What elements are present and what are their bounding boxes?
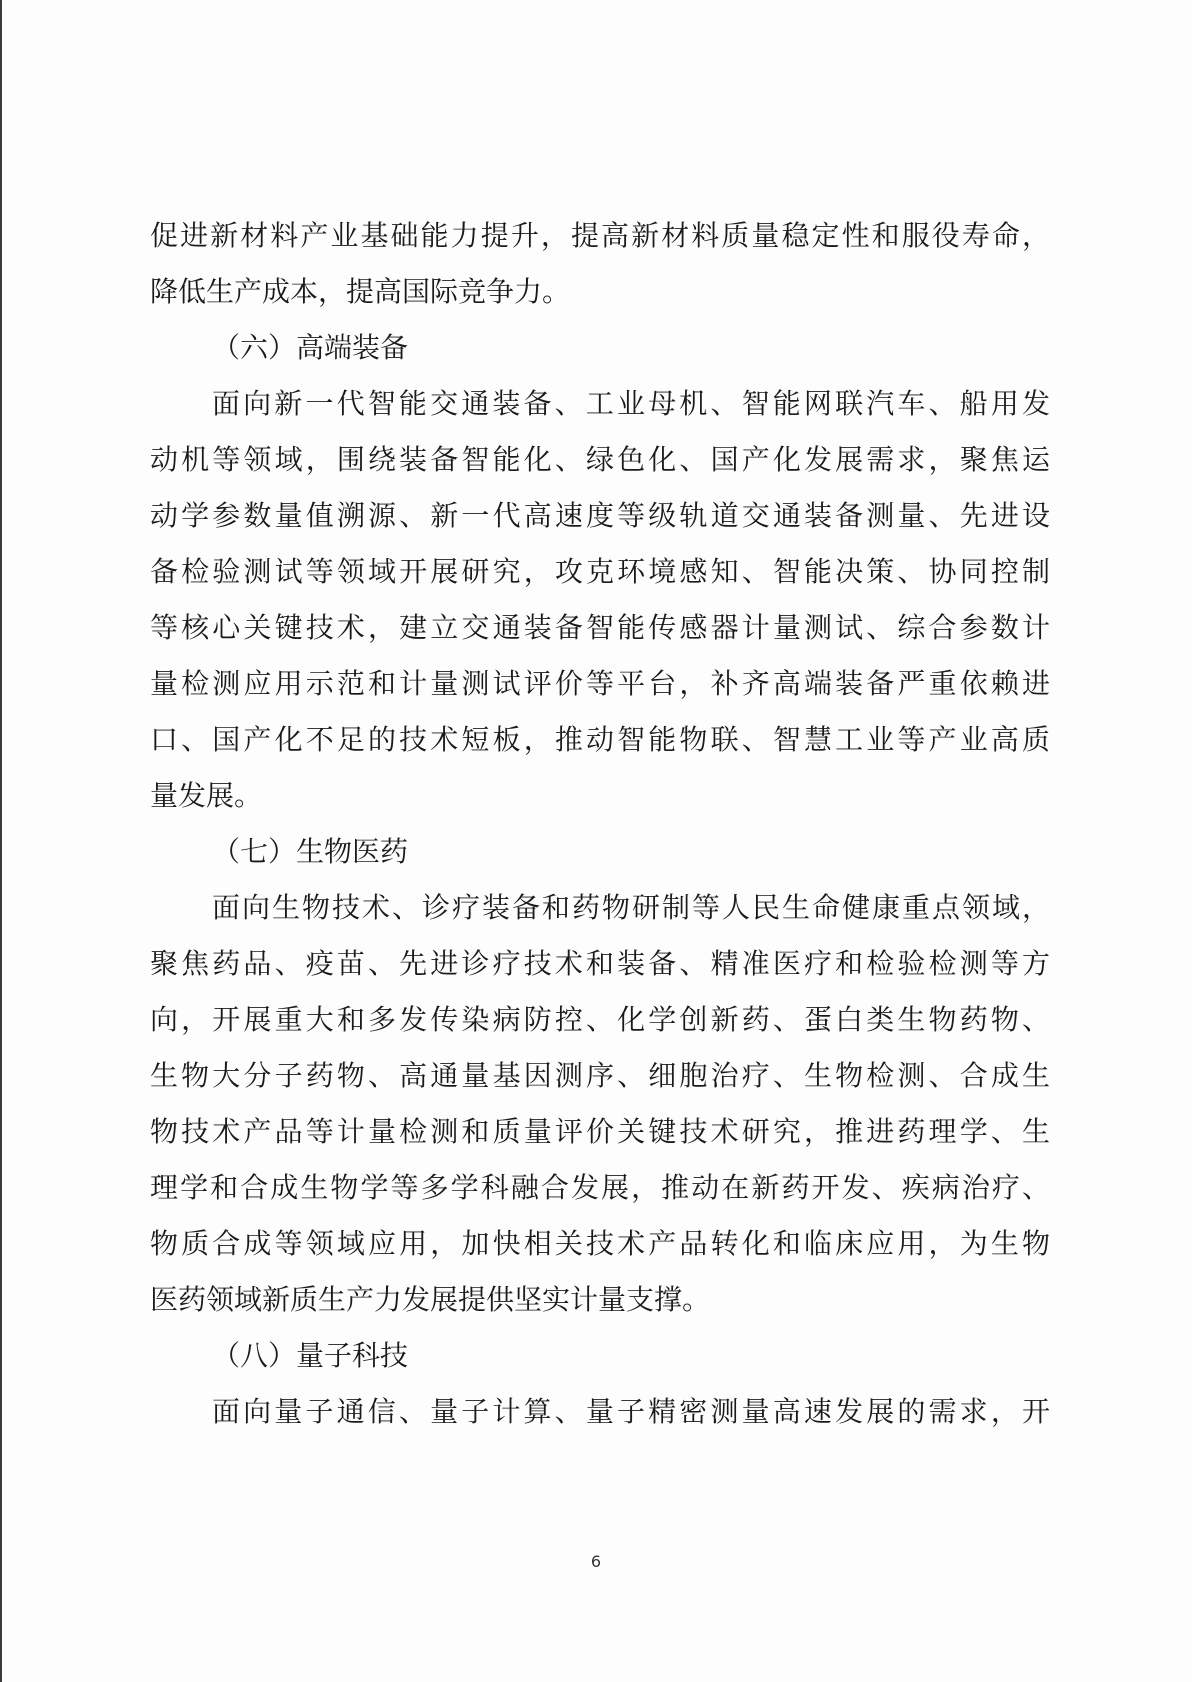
text-line: 物技术产品等计量检测和质量评价关键技术研究，推进药理学、生 (150, 1115, 1050, 1148)
text-line: 备检验测试等领域开展研究，攻克环境感知、智能决策、协同控制 (150, 555, 1050, 588)
document-body (150, 208, 1050, 1440)
text-line: 向，开展重大和多发传染病防控、化学创新药、蛋白类生物药物、 (150, 1003, 1050, 1036)
text-line: 生物大分子药物、高通量基因测序、细胞治疗、生物检测、合成生 (150, 1059, 1050, 1092)
text-line: 量检测应用示范和计量测试评价等平台，补齐高端装备严重依赖进 (150, 667, 1050, 700)
text-line: 量发展。 (150, 779, 263, 812)
paragraph-continued (150, 208, 1050, 320)
page-number: 6 (590, 1552, 602, 1571)
section-quantum-technology (150, 1328, 1050, 1440)
text-line: 动机等领域，围绕装备智能化、绿色化、国产化发展需求，聚焦运 (150, 443, 1050, 476)
text-line: 聚焦药品、疫苗、先进诊疗技术和装备、精准医疗和检验检测等方 (150, 947, 1050, 980)
section-biomedicine (150, 824, 1050, 1328)
text-line: 口、国产化不足的技术短板，推动智能物联、智慧工业等产业高质 (150, 723, 1050, 756)
text-line: 理学和合成生物学等多学科融合发展，推动在新药开发、疾病治疗、 (150, 1171, 1050, 1204)
text-line: 促进新材料产业基础能力提升，提高新材料质量稳定性和服役寿命， (150, 219, 1050, 252)
section-heading: （八）量子科技 (212, 1339, 409, 1372)
page-edge (0, 0, 2, 1682)
text-line: 面向生物技术、诊疗装备和药物研制等人民生命健康重点领域， (212, 891, 1050, 924)
text-line: 面向量子通信、量子计算、量子精密测量高速发展的需求，开 (212, 1395, 1050, 1428)
text-line: 面向新一代智能交通装备、工业母机、智能网联汽车、船用发 (212, 387, 1050, 420)
section-heading: （六）高端装备 (212, 331, 409, 364)
section-high-end-equipment (150, 320, 1050, 824)
text-line: 等核心关键技术，建立交通装备智能传感器计量测试、综合参数计 (150, 611, 1050, 644)
text-line: 动学参数量值溯源、新一代高速度等级轨道交通装备测量、先进设 (150, 499, 1050, 532)
text-line: 降低生产成本，提高国际竞争力。 (150, 275, 571, 308)
text-line: 医药领域新质生产力发展提供坚实计量支撑。 (150, 1283, 711, 1316)
text-line: 物质合成等领域应用，加快相关技术产品转化和临床应用，为生物 (150, 1227, 1050, 1260)
section-heading: （七）生物医药 (212, 835, 409, 868)
